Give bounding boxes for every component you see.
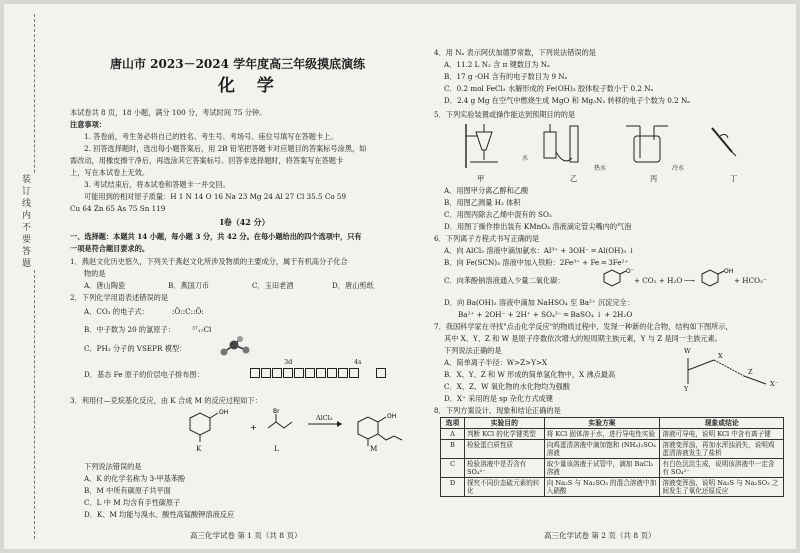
q1-stem: 1．燕赵文化历史悠久，下列关于燕赵文化所涉及物质的主要成分，属于有机高分子化合: [70, 257, 348, 266]
struct-x: X: [718, 352, 723, 360]
q5-option-c: C．用图丙除去乙烯中混有的 SO₂: [444, 210, 552, 219]
q1-option-b: B．燕国刀币: [168, 281, 210, 290]
exam-intro: 本试卷共 8 页，18 小题，满分 100 分，考试时间 75 分钟。: [70, 108, 267, 117]
q7-structure-diagram: [674, 350, 784, 396]
q5-apparatus-diagram: [464, 122, 764, 172]
orbital-3d-label: 3d: [284, 358, 293, 366]
method-cell: 取少量该溶液于试管中，滴加 BaCl₂ 溶液: [544, 459, 660, 478]
struct-x-minus: X⁻: [770, 380, 779, 388]
atomic-masses-line2: Cu 64 Zn 65 As 75 Sn 119: [70, 204, 166, 213]
compound-k-label: K: [196, 444, 202, 453]
atomic-masses: 可能用到的相对原子质量：H 1 N 14 O 16 Na 23 Mg 24 Al 27 Cl 35.5 Co 59: [84, 192, 347, 201]
table-header-row: [441, 418, 784, 429]
q6-option-b: B．向 Fe(SCN)₃ 溶液中加入铁粉：2Fe³⁺ + Fe ═ 3Fe²⁺: [444, 258, 629, 267]
q1-stem-2: 物的是: [84, 269, 106, 278]
table-row: [441, 440, 784, 459]
q1-option-a: A．唐山陶瓷: [84, 281, 126, 290]
q1-option-c: C．玉田老酒: [252, 281, 294, 290]
exam-title: 唐山市 2023－2024 学年度高三年级摸底演练: [110, 57, 366, 71]
q3-option-a: A．K 的化学名称为 3-甲基苯酚: [84, 474, 186, 483]
q6-option-d: D．向 Ba(OH)₂ 溶液中滴加 NaHSO₄ 至 Ba²⁺ 沉淀完全：: [444, 298, 634, 307]
note-line: 需改动，用橡皮擦干净后，再选涂其它答案标号。回答非选择题时，将答案写在答题卡: [70, 156, 344, 165]
q6-option-c-suffix: + HCO₃⁻: [734, 276, 767, 285]
method-cell: 向鸡蛋清溶液中滴加饱和 (NH₄)₂SO₄ 溶液: [544, 440, 660, 459]
q3-stem: 3．利用付—克烷基化反应，由 K 合成 M 的反应过程如下：: [70, 396, 262, 405]
purpose-cell: 检验蛋白质性质: [464, 440, 544, 459]
q4-option-d: D．2.4 g Mg 在空气中燃烧生成 MgO 和 Mg₃N₂ 转移的电子个数为 0.2 Nₐ: [444, 96, 691, 105]
q7-option-b: B．X、Y、Z 和 W 形成的简单氢化物中，X 沸点最高: [444, 370, 616, 379]
option-cell: C: [441, 459, 465, 478]
compound-m-label: M: [370, 444, 378, 453]
q4-option-b: B．17 g -OH 含有的电子数目为 9 Nₐ: [444, 72, 568, 81]
svg-text:O⁻: O⁻: [626, 268, 634, 275]
q5-stem: 5．下列实验装置或操作能达到预期目的的是: [434, 110, 576, 119]
svg-text:OH: OH: [724, 268, 734, 275]
page-1-footer: 高三化学试卷 第 1 页（共 8 页）: [190, 531, 302, 540]
water-label: 水: [522, 155, 529, 162]
q8-table: [440, 417, 784, 497]
binding-margin: [4, 4, 64, 549]
table-row: [441, 459, 784, 478]
catalyst-label: AlCl₃: [316, 414, 333, 422]
conclusion-cell: 溶液变浑浊，说明 Na₂S 与 Na₂SO₃ 之间发生了氧化还原反应: [660, 478, 784, 497]
bath-label: 热水: [594, 165, 607, 172]
struct-y: Y: [684, 385, 689, 393]
page-2: [434, 4, 790, 549]
column-header: 现象或结论: [660, 418, 784, 429]
apparatus-bing: 丙: [650, 174, 658, 183]
svg-text:OH: OH: [219, 409, 229, 416]
q3-question: 下列说法错误的是: [84, 462, 142, 471]
q7-stem-2: 其中 X、Y、Z 和 W 是原子序数依次增大的短周期主族元素，Y 与 Z 是同一主族元素。: [444, 334, 722, 343]
q7-option-d: D．X⁺ 采用的是 sp 杂化方式成键: [444, 394, 553, 403]
conclusion-cell: 溶液可导电，说明 KCl 中含有离子键: [660, 429, 784, 440]
q6-stem: 6．下列离子方程式书写正确的是: [434, 234, 540, 243]
note-line: 3. 考试结束后，将本试卷和答题卡一并交回。: [84, 180, 230, 189]
q2-option-c: C．PH₃ 分子的 VSEPR 模型：: [84, 344, 187, 353]
orbital-4s-label: 4s: [354, 358, 362, 366]
section-heading: Ⅰ卷（42 分）: [220, 217, 270, 227]
q4-option-c: C．0.2 mol FeCl₃ 水解形成的 Fe(OH)₃ 胶体粒子数小于 0.2 Nₐ: [444, 84, 654, 93]
notes-title: 注意事项：: [70, 120, 106, 129]
note-line: 上，写在本试卷上无效。: [70, 168, 150, 177]
section-intro-2: 一项是符合题目要求的。: [70, 244, 150, 253]
q2-option-a: A．CO₂ 的电子式：: [84, 307, 149, 316]
column-header: 实验目的: [464, 418, 544, 429]
q5-option-d: D．用图丁操作排出装有 KMnO₄ 溶液滴定管尖嘴内的气泡: [444, 222, 632, 231]
page-2-footer: 高三化学试卷 第 2 页（共 8 页）: [544, 531, 656, 540]
section-intro: 一、选择题：本题共 14 小题，每小题 3 分，共 42 分。在每小题给出的四个选项中，只有: [70, 232, 362, 241]
method-cell: 将 KCl 固体溶于水，进行导电性实验: [544, 429, 660, 440]
column-header: 实验方案: [544, 418, 660, 429]
svg-text:OH: OH: [387, 413, 397, 420]
purpose-cell: 判断 KCl 的化学键类型: [464, 429, 544, 440]
q7-option-a: A．简单离子半径：W>Z>Y>X: [444, 358, 548, 367]
method-cell: 向 Na₂S 与 Na₂SO₃ 的混合溶液中加入硝酸: [544, 478, 660, 497]
q4-stem: 4．用 Nₐ 表示阿伏加德罗常数，下列说法错误的是: [434, 48, 596, 57]
q3-option-d: D．K、M 均能与溴水、酸性高锰酸钾溶液反应: [84, 510, 235, 519]
q1-option-d: D．唐山剪纸: [332, 281, 374, 290]
q7-stem: 7．我国科学家在寻找"点击化学反应"的物质过程中，发现一种新的化合物，结构如下图所示，: [434, 322, 733, 331]
struct-w: W: [684, 347, 691, 355]
option-cell: D: [441, 478, 465, 497]
chlorine-isotope: ³⁷₁₇Cl: [192, 325, 212, 334]
conclusion-cell: 有白色沉淀生成，说明该溶液中一定含有 SO₄²⁻: [660, 459, 784, 478]
q2-option-b: B．中子数为 20 的氯原子：: [84, 325, 175, 334]
q7-option-c: C．X、Z、W 氧化物的水化物均为强酸: [444, 382, 570, 391]
note-line: 2. 回答选择题时，选出每小题答案后，用 2B 铅笔把答题卡对应题目的答案标号涂黑，如: [84, 144, 367, 153]
fe-orbital-boxes: [250, 368, 387, 378]
q4-option-a: A．11.2 L N₂ 含 π 键数目为 Nₐ: [444, 60, 550, 69]
q6-option-a: A．向 AlCl₃ 溶液中滴加氨水：Al³⁺ + 3OH⁻ ═ Al(OH)₃ ↓: [444, 246, 635, 255]
table-row: [441, 478, 784, 497]
ph3-vsepr-model-icon: [220, 337, 260, 357]
page-1: [70, 4, 422, 549]
apparatus-yi: 乙: [570, 174, 578, 183]
apparatus-ding: 丁: [730, 174, 738, 183]
table-row: [441, 429, 784, 440]
compound-l-label: L: [274, 444, 279, 453]
q2-option-d: D．基态 Fe 原子的价层电子排布图：: [84, 370, 204, 379]
q5-option-a: A．用图甲分离乙醇和乙酸: [444, 186, 529, 195]
exam-sheet: [4, 4, 796, 549]
conclusion-cell: 溶液变浑浊，再加水浑浊消失，说明鸡蛋清溶液发生了盐析: [660, 440, 784, 459]
subject-title: 化 学: [218, 76, 282, 96]
q6-option-c-prefix: C．向苯酚钠溶液通入少量二氧化碳：: [444, 276, 565, 285]
q7-question: 下列说法正确的是: [444, 346, 502, 355]
svg-text:Br: Br: [273, 408, 280, 415]
co2-electron-formula: :Ö::C::Ö:: [172, 307, 204, 316]
note-line: 1. 答卷前，考生务必将自己的姓名、考生号、考场号、座位号填写在答题卡上。: [84, 132, 338, 141]
column-header: 选项: [441, 418, 465, 429]
apparatus-jia: 甲: [477, 174, 485, 183]
q3-option-b: B．M 中所有碳原子共平面: [84, 486, 171, 495]
purpose-cell: 探究不同价态硫元素的转化: [464, 478, 544, 497]
q6-option-d-equation: Ba²⁺ + 2OH⁻ + 2H⁺ + SO₄²⁻ ═ BaSO₄ ↓ + 2H₂O: [458, 310, 633, 319]
q6-option-c-mid: + CO₂ + H₂O ─→: [634, 276, 695, 285]
svg-text:+: +: [250, 423, 257, 432]
cold-water-label: 冷水: [672, 165, 685, 172]
purpose-cell: 检验溶液中是否含有 SO₄²⁻: [464, 459, 544, 478]
binding-text: 装 订 线 内 不 要 答 题: [22, 174, 46, 270]
option-cell: A: [441, 429, 465, 440]
option-cell: B: [441, 440, 465, 459]
struct-z: Z: [748, 368, 753, 376]
q8-stem: 8．下列方案设计、现象和结论正确的是: [434, 406, 561, 415]
q2-stem: 2．下列化学用语表述错误的是: [70, 293, 169, 302]
q5-option-b: B．用图乙测量 H₂ 体积: [444, 198, 521, 207]
binding-dashed-line: [34, 14, 35, 539]
q3-option-c: C．L 中 M 均含有手性碳原子: [84, 498, 181, 507]
